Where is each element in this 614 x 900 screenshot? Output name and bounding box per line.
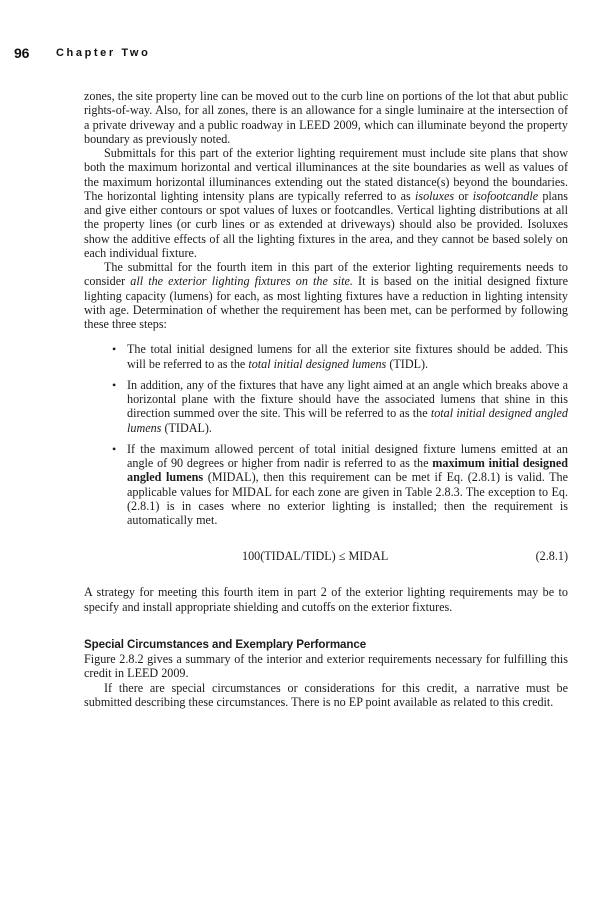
- equation-number: (2.8.1): [535, 549, 568, 564]
- page-body: [84, 89, 568, 709]
- equation: [84, 549, 568, 565]
- bullet-icon: •: [112, 342, 117, 357]
- paragraph-submittals: [84, 146, 568, 260]
- step-text: In addition, any of the fixtures that have any light aimed at an angle which breaks above a horizontal plane with the fixture should have the associated lumens that shine in this direction summed over the site. This will be referred to as the: [127, 377, 568, 421]
- paragraph-figure-summary: Figure 2.8.2 gives a summary of the interior and exterior requirements necessary for fulfilling this credit in LEED 2009.: [84, 652, 568, 681]
- fourth-item-text-1: The submittal for the fourth item in this part of the exterior lighting requirements needs to consider: [84, 260, 568, 289]
- step-term: total initial designed angled lumens: [127, 406, 568, 435]
- submittals-text-1: Submittals for this part of the exterior lighting requirement must include site plans that show both the maximum horizontal and vertical illuminances at the site boundaries as well as values of the maximum horizontal illuminances extending out the stated distance(s) beyond the boundaries. The horizontal lighting intensity plans are typically referred to as: [84, 146, 568, 203]
- step-text-end: (TIDAL).: [161, 420, 212, 435]
- step-item: [112, 377, 568, 435]
- submittals-text-3: plans and give either contours or spot values of luxes or footcandles. Vertical lighting distributions at all the property lines (or curb lines or as extended at driveways) should also be provided. Isoluxes show the additive effects of all the lighting fixtures in the area, and they cannot be based solely on each individual fixture.: [84, 188, 568, 260]
- term-isoluxes: isoluxes: [414, 188, 455, 203]
- submittals-text-2: or: [454, 188, 473, 203]
- step-text: The total initial designed lumens for all the exterior site fixtures should be added. This will be referred to as the: [127, 342, 568, 371]
- paragraph-strategy: A strategy for meeting this fourth item in part 2 of the exterior lighting requirements may be to specify and install appropriate shielding and cutoffs on the exterior fixtures.: [84, 585, 568, 614]
- step-text-end: (TIDL).: [386, 356, 429, 371]
- paragraph-zones: zones, the site property line can be moved out to the curb line on portions of the lot that abut public rights-of-way. Also, for all zones, there is an allowance for a single luminaire at the intersection of a private driveway and a public roadway in LEED 2009, which can illuminate beyond the property boundary as previously noted.: [84, 89, 568, 146]
- page-number: 96: [14, 45, 30, 61]
- step-term: total initial designed lumens: [248, 356, 387, 371]
- equation-expression: 100(TIDAL/TIDL) ≤ MIDAL: [242, 549, 389, 564]
- bullet-icon: •: [112, 441, 117, 456]
- chapter-label: Chapter Two: [56, 47, 151, 59]
- step-text-end: (MIDAL), then this requirement can be met if Eq. (2.8.1) is valid. The applicable values for MIDAL for each zone are given in Table 2.8.3. The exception to Eq. (2.8.1) is in cases where no exterior lighting is installed; then the requirement is automatically met.: [127, 470, 568, 527]
- fourth-item-emphasis: all the exterior lighting fixtures on the site.: [130, 274, 353, 289]
- paragraph-fourth-item: [84, 260, 568, 331]
- step-item: [112, 441, 568, 528]
- steps-list: [84, 342, 568, 527]
- step-term: maximum initial designed angled lumens: [127, 456, 568, 485]
- section-heading: Special Circumstances and Exemplary Performance: [84, 637, 367, 651]
- paragraph-special-circumstances: If there are special circumstances or considerations for this credit, a narrative must be submitted describing these circumstances. There is no EP point available as related to this credit.: [84, 680, 568, 709]
- step-item: [112, 342, 568, 371]
- term-isofootcandle: isofootcandle: [472, 188, 539, 203]
- bullet-icon: •: [112, 377, 117, 392]
- step-text: If the maximum allowed percent of total initial designed fixture lumens emitted at an angle of 90 degrees or higher from nadir is referred to as the: [127, 441, 568, 470]
- fourth-item-text-2: It is based on the initial designed fixture lighting capacity (lumens) for each, as most lighting fixtures have a reduction in lighting intensity with age. Determination of whether the requirement has been met, can be performed by following these three steps:: [84, 274, 568, 331]
- running-head: [14, 46, 594, 62]
